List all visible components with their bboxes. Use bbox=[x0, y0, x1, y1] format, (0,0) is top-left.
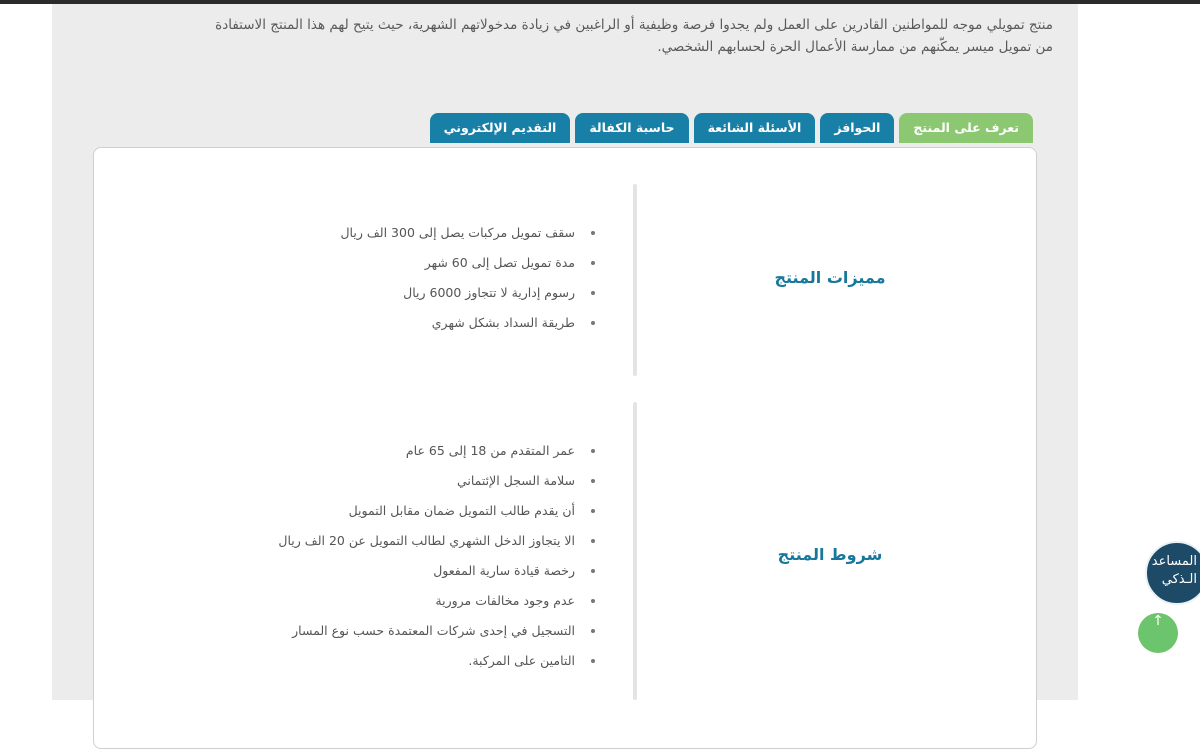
description-line-2: من تمويل ميسر يمكّنهم من ممارسة الأعمال الحرة لحسابهم الشخصي. bbox=[657, 39, 1053, 55]
arrow-up-icon: ↑ bbox=[1152, 613, 1164, 629]
section-divider bbox=[633, 184, 637, 376]
tab-guarantee-calculator[interactable]: حاسبة الكفالة bbox=[575, 113, 688, 143]
list-item: طريقة السداد بشكل شهري bbox=[240, 308, 610, 338]
list-item: التسجيل في إحدى شركات المعتمدة حسب نوع المسار bbox=[240, 616, 610, 646]
scroll-to-top-button[interactable] bbox=[1138, 613, 1178, 653]
list-item: الا يتجاوز الدخل الشهري لطالب التمويل عن 20 الف ريال bbox=[240, 526, 610, 556]
assistant-label-line-1: المساعد bbox=[1151, 554, 1197, 569]
list-item: سلامة السجل الإئتماني bbox=[240, 466, 610, 496]
list-item: عدم وجود مخالفات مرورية bbox=[240, 586, 610, 616]
list-item: سقف تمويل مركبات يصل إلى 300 الف ريال bbox=[240, 218, 610, 248]
list-item: رخصة قيادة سارية المفعول bbox=[240, 556, 610, 586]
tab-online-application[interactable]: التقديم الإلكتروني bbox=[430, 113, 571, 143]
description-line-1: منتج تمويلي موجه للمواطنين القادرين على العمل ولم يجدوا فرصة وظيفية أو الراغبين في زيادة مدخولاتهم الشهرية، حيث يتيح لهم هذا المنتج الاستفادة bbox=[215, 17, 1053, 33]
section-divider bbox=[633, 402, 637, 700]
conditions-title: شروط المنتج bbox=[777, 545, 883, 564]
assistant-label-line-2: الـذكي bbox=[1161, 572, 1197, 587]
list-item: مدة تمويل تصل إلى 60 شهر bbox=[240, 248, 610, 278]
list-item: أن يقدم طالب التمويل ضمان مقابل التمويل bbox=[240, 496, 610, 526]
list-item: التامين على المركبة. bbox=[240, 646, 610, 676]
tab-faq[interactable]: الأسئلة الشائعة bbox=[694, 113, 816, 143]
tab-incentives[interactable]: الحوافز bbox=[820, 113, 894, 143]
tab-about-product[interactable]: تعرف على المنتج bbox=[899, 113, 1033, 143]
tab-bar bbox=[430, 113, 1033, 143]
smart-assistant-button[interactable] bbox=[1145, 541, 1200, 605]
product-description bbox=[80, 14, 1053, 58]
features-list bbox=[240, 218, 610, 338]
conditions-list bbox=[240, 436, 610, 676]
list-item: عمر المتقدم من 18 إلى 65 عام bbox=[240, 436, 610, 466]
features-title: مميزات المنتج bbox=[774, 268, 886, 287]
list-item: رسوم إدارية لا تتجاوز 6000 ريال bbox=[240, 278, 610, 308]
